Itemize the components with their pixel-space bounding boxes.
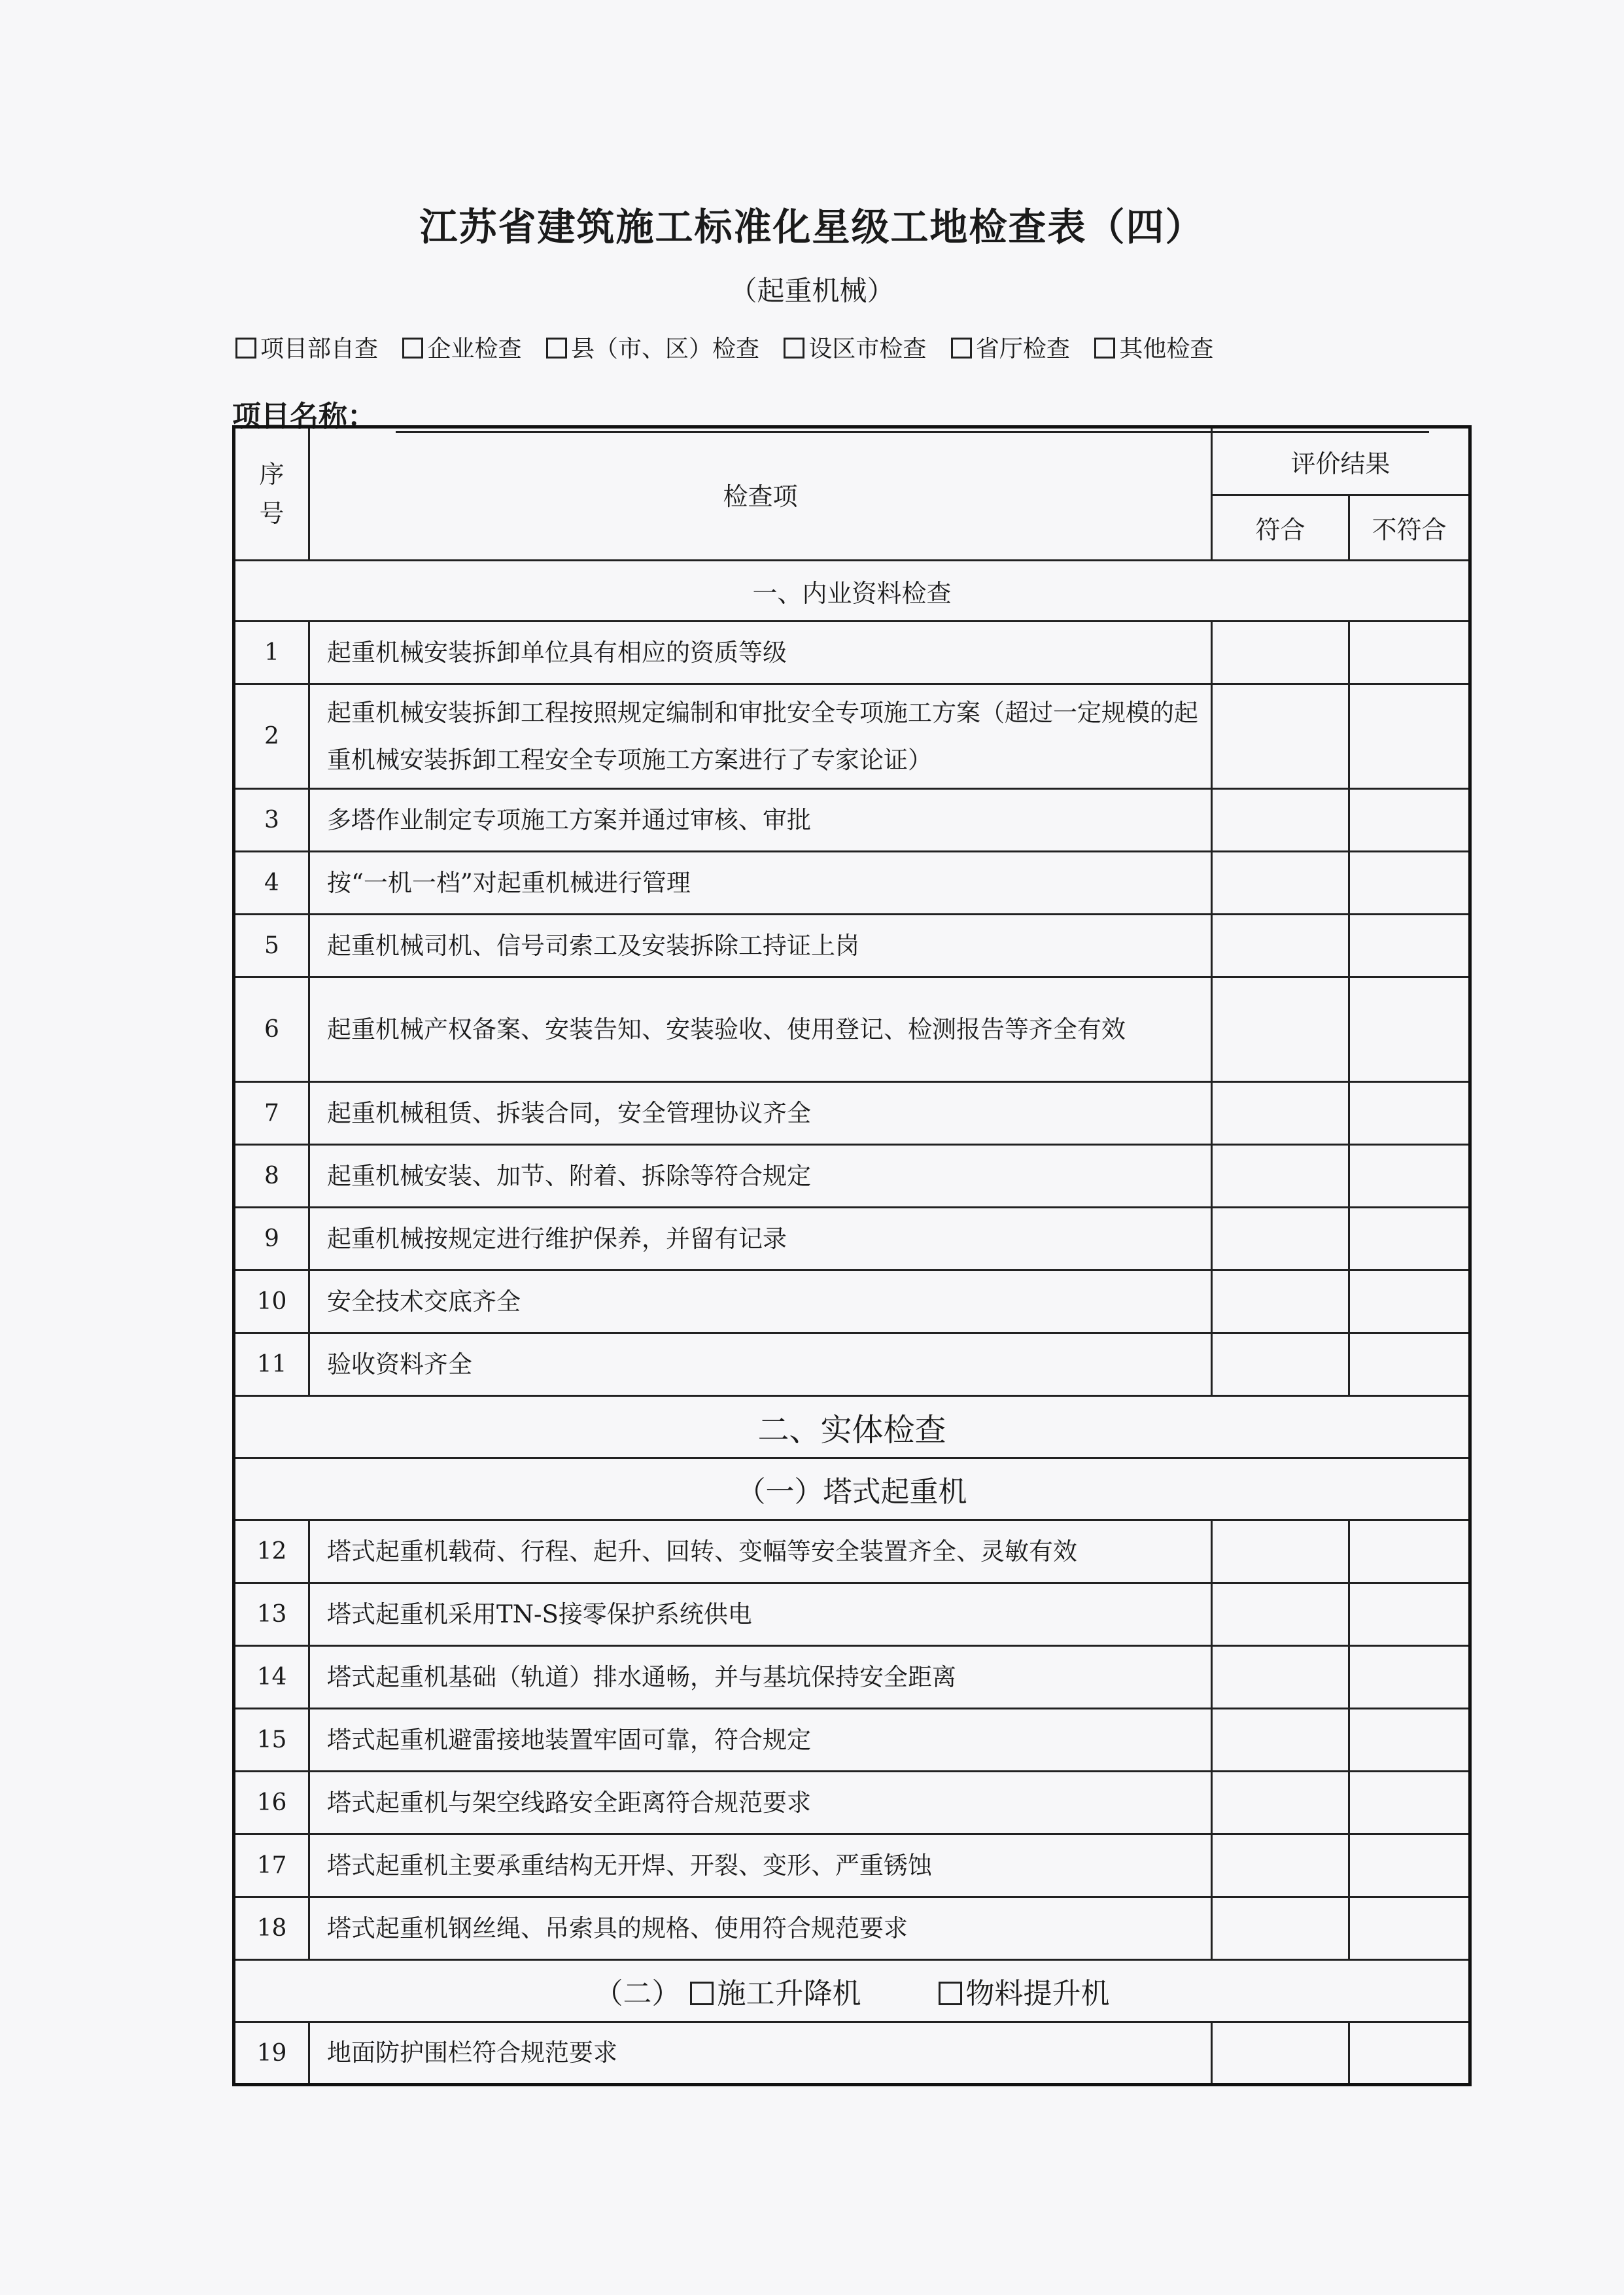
header-fail: 不符合 (1349, 495, 1470, 561)
pass-cell[interactable] (1212, 2022, 1349, 2085)
fail-cell[interactable] (1349, 789, 1470, 852)
pass-cell[interactable] (1212, 622, 1349, 684)
table-row: 9 起重机械按规定进行维护保养，并留有记录 (234, 1208, 1470, 1270)
pass-cell[interactable] (1212, 1145, 1349, 1208)
fail-cell[interactable] (1349, 2022, 1470, 2085)
project-name-label: 项目名称： (232, 400, 376, 433)
fail-cell[interactable] (1349, 1082, 1470, 1145)
pass-cell[interactable] (1212, 789, 1349, 852)
table-row: 11 验收资料齐全 (234, 1333, 1470, 1396)
table-row: 4 按“一机一档”对起重机械进行管理 (234, 852, 1470, 915)
table-row: 15 塔式起重机避雷接地装置牢固可靠，符合规定 (234, 1709, 1470, 1772)
table-row: 13 塔式起重机采用TN-S接零保护系统供电 (234, 1583, 1470, 1646)
option-construction-hoist: 施工升降机 (717, 1977, 861, 2010)
pass-cell[interactable] (1212, 1834, 1349, 1897)
table-row: 14 塔式起重机基础（轨道）排水通畅，并与基坑保持安全距离 (234, 1646, 1470, 1709)
inspection-table (232, 425, 1472, 2086)
fail-cell[interactable] (1349, 1583, 1470, 1646)
pass-cell[interactable] (1212, 1520, 1349, 1583)
table-row: 12 塔式起重机载荷、行程、起升、回转、变幅等安全装置齐全、灵敏有效 (234, 1520, 1470, 1583)
checkbox-icon[interactable] (1094, 338, 1115, 359)
table-row: 18 塔式起重机钢丝绳、吊索具的规格、使用符合规范要求 (234, 1897, 1470, 1960)
fail-cell[interactable] (1349, 1208, 1470, 1270)
fail-cell[interactable] (1349, 1333, 1470, 1396)
pass-cell[interactable] (1212, 1208, 1349, 1270)
checkbox-icon[interactable] (402, 338, 423, 359)
pass-cell[interactable] (1212, 915, 1349, 977)
checkbox-icon[interactable] (951, 338, 972, 359)
fail-cell[interactable] (1349, 684, 1470, 789)
pass-cell[interactable] (1212, 1709, 1349, 1772)
fail-cell[interactable] (1349, 1270, 1470, 1333)
table-row: 3 多塔作业制定专项施工方案并通过审核、审批 (234, 789, 1470, 852)
page-subtitle: （起重机械） (729, 275, 895, 307)
header-pass: 符合 (1212, 495, 1349, 561)
fail-cell[interactable] (1349, 1772, 1470, 1834)
fail-cell[interactable] (1349, 852, 1470, 915)
check-option-county[interactable]: 县（市、区）检查 (546, 330, 759, 364)
pass-cell[interactable] (1212, 1772, 1349, 1834)
table-row: 7 起重机械租赁、拆装合同，安全管理协议齐全 (234, 1082, 1470, 1145)
check-option-other[interactable]: 其他检查 (1094, 330, 1213, 364)
fail-cell[interactable] (1349, 1897, 1470, 1960)
fail-cell[interactable] (1349, 1145, 1470, 1208)
table-row: 17 塔式起重机主要承重结构无开焊、开裂、变形、严重锈蚀 (234, 1834, 1470, 1897)
checkbox-icon[interactable] (784, 338, 804, 359)
checkbox-icon[interactable] (235, 338, 256, 359)
check-option-self[interactable]: 项目部自查 (235, 330, 378, 364)
table-row: 6 起重机械产权备案、安装告知、安装验收、使用登记、检测报告等齐全有效 (234, 977, 1470, 1082)
section-documents: 一、内业资料检查 (234, 561, 1470, 622)
fail-cell[interactable] (1349, 1709, 1470, 1772)
fail-cell[interactable] (1349, 1834, 1470, 1897)
table-row: 10 安全技术交底齐全 (234, 1270, 1470, 1333)
pass-cell[interactable] (1212, 852, 1349, 915)
option-material-hoist: 物料提升机 (965, 1977, 1110, 2010)
fail-cell[interactable] (1349, 977, 1470, 1082)
header-eval: 评价结果 (1212, 427, 1470, 495)
table-row: 19 地面防护围栏符合规范要求 (234, 2022, 1470, 2085)
table-row: 8 起重机械安装、加节、附着、拆除等符合规定 (234, 1145, 1470, 1208)
checkbox-icon[interactable] (939, 1982, 962, 2005)
fail-cell[interactable] (1349, 1646, 1470, 1709)
fail-cell[interactable] (1349, 915, 1470, 977)
pass-cell[interactable] (1212, 1333, 1349, 1396)
fail-cell[interactable] (1349, 622, 1470, 684)
pass-cell[interactable] (1212, 1646, 1349, 1709)
fail-cell[interactable] (1349, 1520, 1470, 1583)
check-option-province[interactable]: 省厅检查 (951, 330, 1070, 364)
checkbox-icon[interactable] (690, 1982, 714, 2005)
check-option-enterprise[interactable]: 企业检查 (402, 330, 521, 364)
pass-cell[interactable] (1212, 1583, 1349, 1646)
subsection-tower-crane: （一）塔式起重机 (234, 1458, 1470, 1520)
header-no: 序 号 (234, 427, 309, 561)
check-type-options (235, 330, 1478, 364)
table-row: 5 起重机械司机、信号司索工及安装拆除工持证上岗 (234, 915, 1470, 977)
pass-cell[interactable] (1212, 977, 1349, 1082)
checkbox-icon[interactable] (546, 338, 567, 359)
pass-cell[interactable] (1212, 1270, 1349, 1333)
pass-cell[interactable] (1212, 1082, 1349, 1145)
header-item: 检查项 (309, 427, 1212, 561)
pass-cell[interactable] (1212, 1897, 1349, 1960)
table-row: 2 起重机械安装拆卸工程按照规定编制和审批安全专项施工方案（超过一定规模的起重机械安装拆卸工程安全专项施工方案进行了专家论证） (234, 684, 1470, 789)
pass-cell[interactable] (1212, 684, 1349, 789)
page-title: 江苏省建筑施工标准化星级工地检查表（四） (419, 205, 1205, 249)
table-row: 1 起重机械安装拆卸单位具有相应的资质等级 (234, 622, 1470, 684)
table-row: 16 塔式起重机与架空线路安全距离符合规范要求 (234, 1772, 1470, 1834)
check-option-city[interactable]: 设区市检查 (784, 330, 926, 364)
subsection-hoist: （二） 施工升降机 物料提升机 (234, 1960, 1470, 2022)
section-physical: 二、实体检查 (234, 1396, 1470, 1458)
